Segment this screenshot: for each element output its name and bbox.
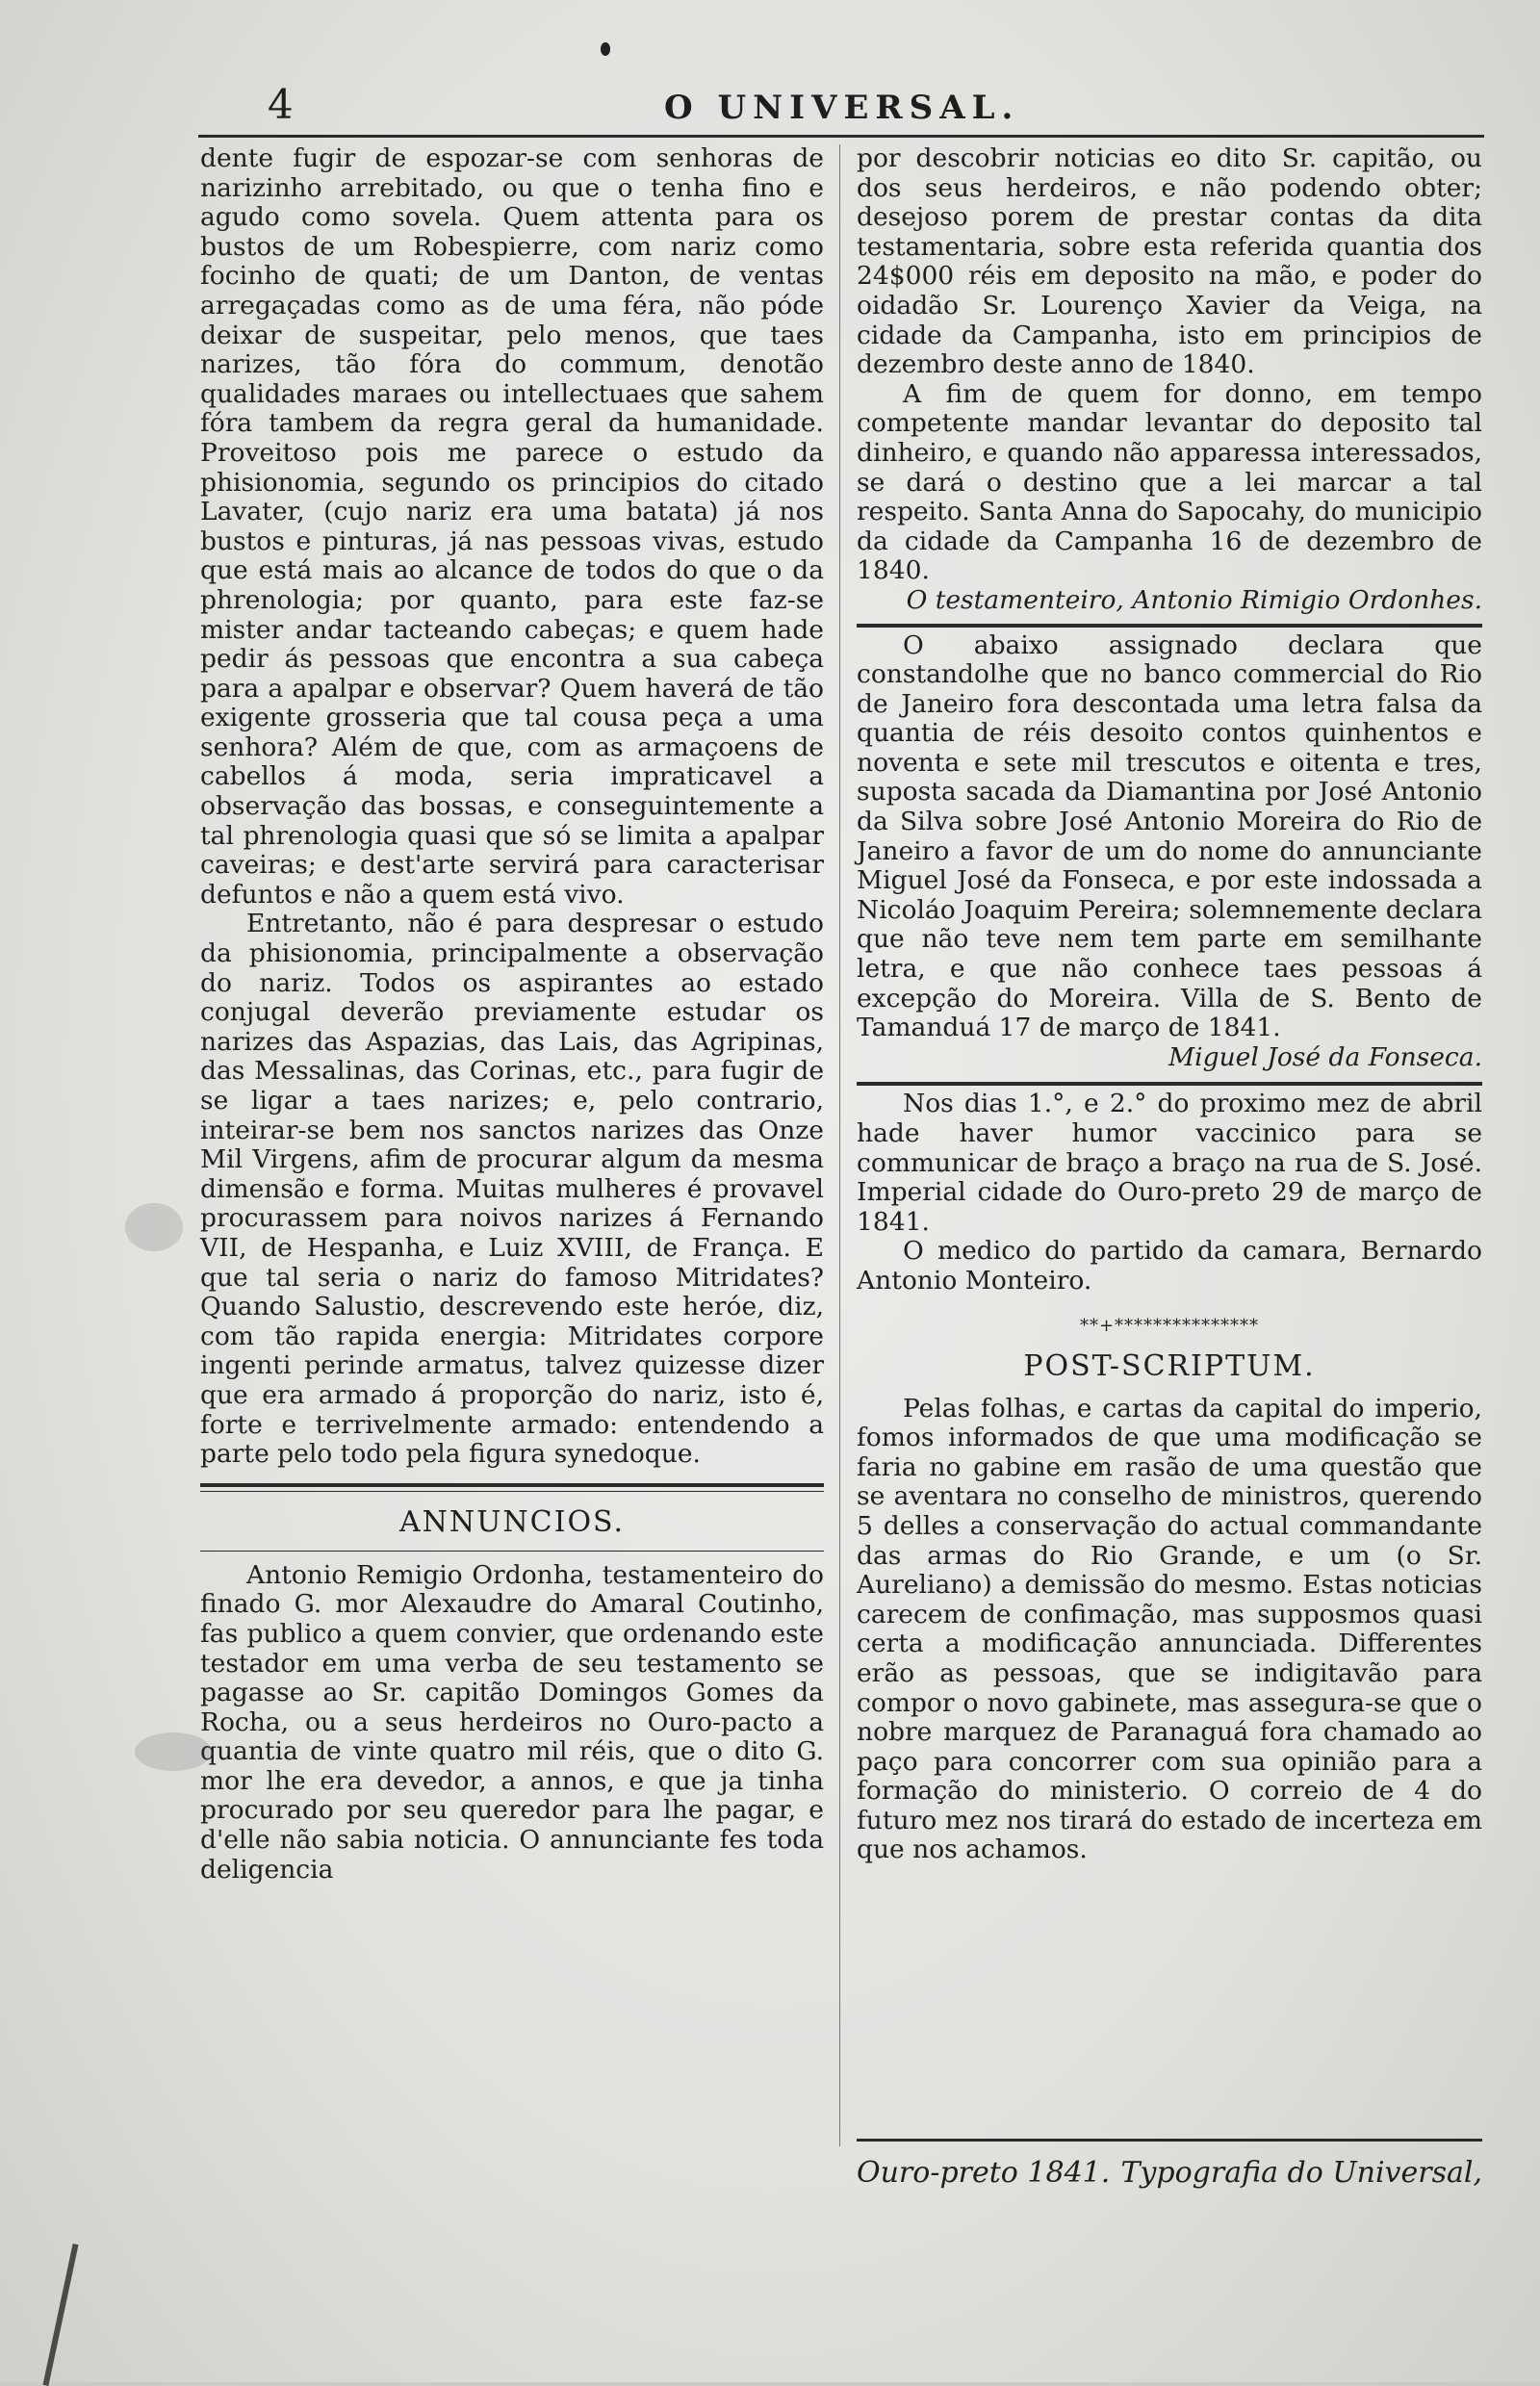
- footer-printer: Typografia do Universal,: [1120, 2156, 1482, 2190]
- masthead-title: O UNIVERSAL.: [664, 89, 1020, 127]
- signature-fonseca: Miguel José da Fonseca.: [1168, 1041, 1482, 1072]
- section-rule-thin: [200, 1491, 824, 1492]
- star-divider: **+***************: [1079, 1315, 1260, 1336]
- annuncio-text: Antonio Remigio Ordonha, testamenteiro do finado G. mor Alexaudre do Amaral Coutinho, fas publico a quem convier, que ordenando este testador em uma verba de seu testamento se pagasse ao Sr. capitão Domingos Gomes da Rocha, ou a seus herdeiros no Ouro-pacto a quantia de vinte quatro mil réis, que o dito G. mor lhe era devedor, a annos, e que ja tinha procurado por seu queredor para lhe pagar, e d'elle não sabia noticia. O annunciante fes toda deligencia: [200, 1559, 824, 1885]
- notice-medico: O medico do partido da camara, Bernardo Antonio Monteiro.: [857, 1236, 1482, 1296]
- notice-vaccinico: Nos dias 1.°, e 2.° do proximo mez de abril hade haver humor vaccinico para se communicar de braço a braço na rua de S. José. Imperial cidade do Ouro-preto 29 de março de 1841.: [857, 1089, 1482, 1237]
- page-number: 4: [268, 81, 294, 128]
- article-paragraph: dente fugir de espozar-se com senhoras de narizinho arrebitado, ou que o tenha fino e agudo como sovela. Quem attenta para os bustos de um Robespierre, com nariz como focinho de quati; de um Danton, de ventas arregaçadas como as de uma féra, não póde deixar de suspeitar, pelo menos, que taes narizes, tão fóra do commum, denotão qualidades maraes ou intellectuaes que sahem fóra tambem da regra geral da humanidade. Proveitoso pois me parece o estudo da phisionomia, segundo os principios do citado Lavater, (cujo nariz era uma batata) já nos bustos e pinturas, já nas pessoas vivas, estudo que está mais ao alcance de todos do que o da phrenologia; por quanto, para este faz-se mister andar tacteando cabeças; e quem hade pedir ás pessoas que encontra a sua cabeça para a apalpar e observar? Quem haverá de tão exigente grosseria que tal cousa peça a uma senhora? Além de que, com as armaçoens de cabellos á moda, seria impraticavel a observação das bossas, e conseguintemente a tal phrenologia quasi que só se limita a apalpar caveiras; e dest'arte servirá para caracterisar defuntos e não a quem está vivo.: [200, 143, 824, 910]
- annuncios-heading: ANNUNCIOS.: [398, 1504, 626, 1539]
- notice-rule: [857, 1082, 1482, 1086]
- header-rule: [198, 135, 1484, 138]
- article-paragraph: Entretanto, não é para despresar o estudo da phisionomia, principalmente a observação do nariz. Todos os aspirantes ao estado conjugal deverão previamente estudar os narizes das Aspazias, das Lais, das Agripinas, das Messalinas, das Corinas, etc., para fugir de se ligar a taes narizes; e, pelo contrario, inteirar-se bem nos sanctos narizes das Onze Mil Virgens, afim de procurar algum da mesma dimensão e forma. Muitas mulheres é provavel procurassem para noivos narizes á Fernando VII, de Hespanha, e Luiz XVIII, de França. E que tal seria o nariz do famoso Mitridates? Quando Salustio, descrevendo este heróe, diz, com tão rapida energia: Mitridates corpore ingenti perinde armatus, talvez quizesse dizer que era armado á proporção do nariz, isto é, forte e terrivelmente armado: entendendo a parte pelo todo pela figura synedoque.: [200, 909, 824, 1470]
- postscript-heading: POST-SCRIPTUM.: [1023, 1348, 1316, 1383]
- signature-testamenteiro: O testamenteiro, Antonio Rimigio Ordonhes.: [906, 584, 1482, 615]
- footer: [857, 2156, 1482, 2190]
- notice-letra-falsa: O abaixo assignado declara que constandolhe que no banco commercial do Rio de Janeiro fora descontada uma letra falsa da quantia de réis desoito contos quinhentos e noventa e sete mil trescutos e oitenta e tres, suposta sacada da Diamantina por José Antonio da Silva sobre José Antonio Moreira do Rio de Janeiro a favor de um do nome do annunciante Miguel José da Fonseca, e por este indossada a Nicoláo Joaquim Pereira; solemnemente declara que não teve nem tem parte em semilhante letra, e que não conhece taes pessoas á excepção do Moreira. Villa de S. Bento de Tamanduá 17 de março de 1841.: [857, 629, 1482, 1043]
- ink-smudge: [125, 1203, 183, 1251]
- footer-place-year: Ouro-preto 1841.: [857, 2156, 1111, 2190]
- left-column: [200, 144, 824, 1885]
- postscript-text: Pelas folhas, e cartas da capital do imperio, fomos informados de que uma modificação se faria no gabine em rasão de uma questão que se aventara no conselho de ministros, querendo 5 delles a conservação do actual commandante das armas do Rio Grande, e um (o Sr. Aureliano) a demissão do mesmo. Estas noticias carecem de confimação, mas supposmos quasi certa a modificação annunciada. Differentes erão as pessoas, que se indigitavão para compor o novo gabinete, mas assegura-se que o nobre marquez de Paranaguá fora chamado ao paço para concorrer com sua opinião para a formação do ministerio. O correio de 4 do futuro mez nos tirará do estado de incerteza em que nos achamos.: [857, 1393, 1482, 1865]
- right-column: [857, 144, 1482, 1865]
- annuncio-continuation: por descobrir noticias eo dito Sr. capitão, ou dos seus herdeiros, e não podendo obter; desejoso porem de prestar contas da dita testamentaria, sobre esta referida quantia dos 24$000 réis em deposito na mão, e poder do oidadão Sr. Lourenço Xavier da Veiga, na cidade da Campanha, isto em principios de dezembro deste anno de 1840.: [857, 143, 1482, 380]
- section-rule: [200, 1483, 824, 1487]
- column-divider: [839, 144, 840, 2146]
- footer-rule: [857, 2139, 1482, 2142]
- ink-dot: [601, 42, 610, 56]
- notice-rule: [857, 624, 1482, 628]
- ink-smudge: [135, 1732, 212, 1771]
- annuncio-continuation-2: A fim de quem for donno, em tempo competente mandar levantar do deposito tal dinheiro, e quando não apparessa interessados, se dará o destino que a lei marcar a tal respeito. Santa Anna do Sapocahy, do municipio da cidade da Campanha 16 de dezembro de 1840.: [857, 378, 1482, 586]
- page-crease-mark: [42, 2244, 78, 2386]
- heading-rule: [200, 1551, 824, 1552]
